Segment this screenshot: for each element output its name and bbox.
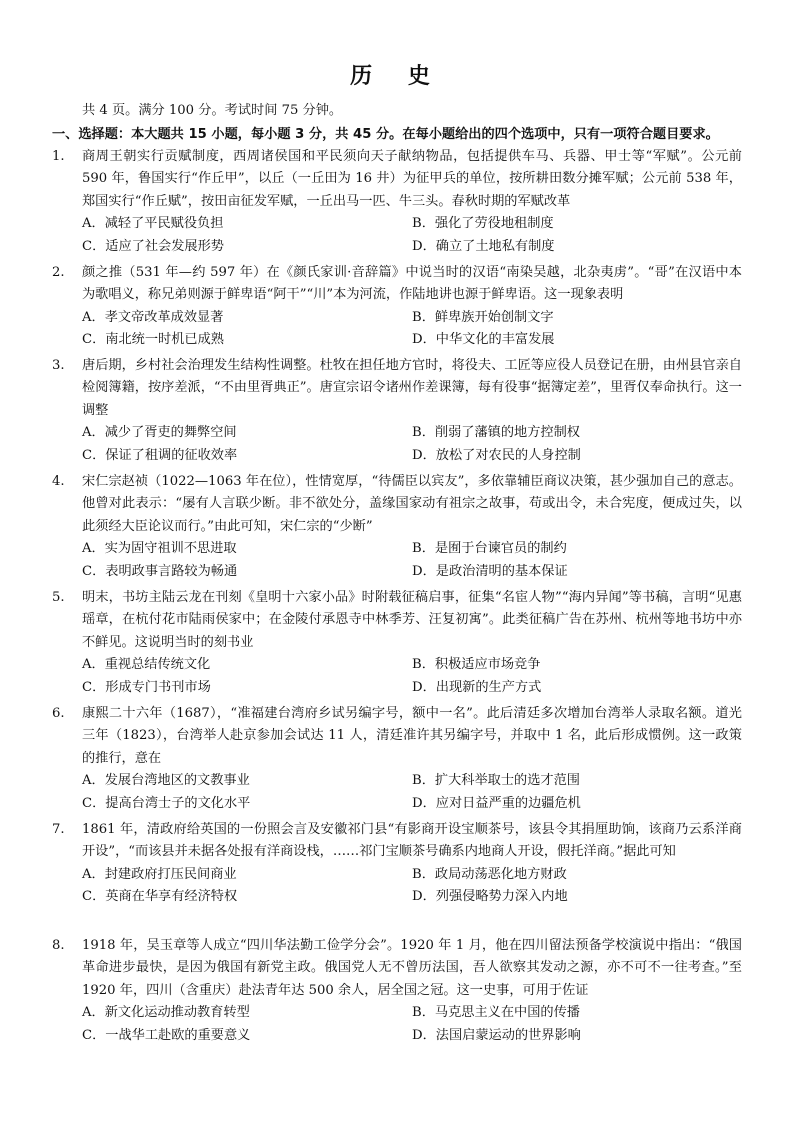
question-number: 2. bbox=[52, 265, 65, 280]
question-options bbox=[82, 538, 742, 583]
option-d: D．列强侵略势力深入内地 bbox=[412, 889, 568, 905]
page-title: 历 史 bbox=[350, 64, 444, 89]
option-d: D．应对日益严重的边疆危机 bbox=[412, 795, 581, 811]
question-stem: 颜之推（531 年—约 597 年）在《颜氏家训·音辞篇》中说当时的汉语“南染吴越，北杂夷虏”。“哥”在汉语中本为歌唱义，称兄弟则源于鲜卑语“阿干”“川”本为河流，作陆地讲也源于鲜卑语。这一现象表明 bbox=[82, 265, 742, 303]
option-c: C．保证了租调的征收效率 bbox=[82, 447, 238, 463]
option-d: D．法国启蒙运动的世界影响 bbox=[412, 1027, 581, 1043]
question-stem: 商周王朝实行贡赋制度，西周诸侯国和平民须向天子献纳物品，包括提供车马、兵器、甲士等“军赋”。公元前 590 年，鲁国实行“作丘甲”，以丘（一丘田为 16 井）为征甲兵的单位，按所耕田数分摊军赋；公元前 538 年，郑国实行“作丘赋”，按田亩征发军赋，一丘出马一匹、牛三头。春秋时期的军赋改革 bbox=[82, 149, 742, 209]
option-a: A．封建政府打压民间商业 bbox=[82, 866, 237, 882]
option-c: C．南北统一时机已成熟 bbox=[82, 332, 224, 348]
option-a: A．减少了胥吏的舞弊空间 bbox=[82, 425, 237, 441]
option-c: C．提高台湾士子的文化水平 bbox=[82, 795, 251, 811]
question-number: 6. bbox=[52, 706, 65, 721]
question-3 bbox=[52, 355, 742, 467]
question-options bbox=[82, 307, 742, 352]
question-stem: 1861 年，清政府给英国的一份照会言及安徽祁门县“有影商开设宝顺茶号，该县令其捐厘助饷，该商乃云系洋商开设”，“而该县并未据各处报有洋商设栈，……祁门宝顺茶号确系内地商人开设，假托洋商。”据此可知 bbox=[82, 822, 742, 860]
option-a: A．重视总结传统文化 bbox=[82, 657, 211, 673]
question-options bbox=[82, 1002, 742, 1047]
option-c: C．表明政事言路较为畅通 bbox=[82, 563, 238, 579]
option-b: B．政局动荡恶化地方财政 bbox=[412, 866, 567, 882]
question-5 bbox=[52, 587, 742, 699]
option-a: A．发展台湾地区的文教事业 bbox=[82, 773, 250, 789]
question-6 bbox=[52, 703, 742, 815]
question-options bbox=[82, 770, 742, 815]
option-b: B．削弱了藩镇的地方控制权 bbox=[412, 425, 580, 441]
option-d: D．中华文化的丰富发展 bbox=[412, 332, 555, 348]
question-8 bbox=[52, 935, 742, 1047]
question-number: 8. bbox=[52, 938, 65, 953]
question-stem: 唐后期，乡村社会治理发生结构性调整。杜牧在担任地方官时，将役夫、工匠等应役人员登记在册，由州县官亲自检阅簿籍，按序差派，“不由里胥典正”。唐宣宗诏令诸州作差课簿，每有役事“据簿定差”，里胥仅奉命执行。这一调整 bbox=[82, 358, 742, 418]
option-d: D．是政治清明的基本保证 bbox=[412, 563, 568, 579]
question-number: 3. bbox=[52, 358, 65, 373]
option-b: B．强化了劳役地租制度 bbox=[412, 216, 554, 232]
question-stem: 明末，书坊主陆云龙在刊刻《皇明十六家小品》时附载征稿启事，征集“名宦人物”“海内异闻”等书稿，言明“见惠瑶章，在杭付花市陆雨侯家中；在金陵付承恩寺中林季芳、汪复初寓”。此类征稿广告在苏州、杭州等地书坊中亦不鲜见。这说明当时的刻书业 bbox=[82, 590, 742, 650]
option-c: C．适应了社会发展形势 bbox=[82, 238, 224, 254]
option-b: B．是囿于台谏官员的制约 bbox=[412, 541, 567, 557]
option-a: A．实为固守祖训不思进取 bbox=[82, 541, 237, 557]
question-options bbox=[82, 422, 742, 467]
question-1 bbox=[52, 146, 742, 258]
question-number: 4. bbox=[52, 474, 65, 489]
option-a: A．孝文帝改革成效显著 bbox=[82, 309, 224, 325]
question-options bbox=[82, 213, 742, 258]
option-d: D．确立了土地私有制度 bbox=[412, 238, 555, 254]
option-d: D．出现新的生产方式 bbox=[412, 679, 542, 695]
exam-info: 共 4 页。满分 100 分。考试时间 75 分钟。 bbox=[82, 103, 343, 118]
question-stem: 康熙二十六年（1687），“准福建台湾府乡试另编字号，额中一名”。此后清廷多次增加台湾举人录取名额。道光三年（1823），台湾举人赴京参加会试达 11 人，清廷准许其另编字号，并取中 1 名，此后形成惯例。这一政策的推行，意在 bbox=[82, 706, 742, 766]
option-a: A．减轻了平民赋役负担 bbox=[82, 216, 224, 232]
question-number: 1. bbox=[52, 149, 65, 164]
option-a: A．新文化运动推动教育转型 bbox=[82, 1005, 250, 1021]
option-b: B．鲜卑族开始创制文字 bbox=[412, 309, 554, 325]
question-stem: 1918 年，吴玉章等人成立“四川华法勤工俭学分会”。1920 年 1 月，他在四川留法预备学校演说中指出：“俄国革命进步最快，是因为俄国有新党主政。俄国党人无不曾历法国，吾人欲察其发动之源，亦不可不一往考查。”至 1920 年，四川（含重庆）赴法青年达 500 余人，居全国之冠。这一史事，可用于佐证 bbox=[82, 938, 742, 998]
question-4 bbox=[52, 471, 742, 583]
option-b: B．马克思主义在中国的传播 bbox=[412, 1005, 580, 1021]
option-d: D．放松了对农民的人身控制 bbox=[412, 447, 581, 463]
question-7 bbox=[52, 819, 742, 909]
question-number: 7. bbox=[52, 822, 65, 837]
option-c: C．一战华工赴欧的重要意义 bbox=[82, 1027, 251, 1043]
question-number: 5. bbox=[52, 590, 65, 605]
question-options bbox=[82, 654, 742, 699]
question-2 bbox=[52, 262, 742, 352]
question-stem: 宋仁宗赵祯（1022—1063 年在位），性情宽厚，“待儒臣以宾友”，多依靠辅臣商议决策，甚少强加自己的意志。他曾对此表示：“屡有人言联少断。非不欲处分，盖缘国家动有祖宗之故事，苟或出令，未合宪度，便成过失，以此须经大臣论议而行。”由此可知，宋仁宗的“少断” bbox=[82, 474, 742, 534]
question-options bbox=[82, 864, 742, 909]
option-c: C．形成专门书刊市场 bbox=[82, 679, 211, 695]
section-header: 一、选择题：本大题共 15 小题，每小题 3 分，共 45 分。在每小题给出的四个选项中，只有一项符合题目要求。 bbox=[52, 127, 719, 142]
option-b: B．扩大科举取士的选才范围 bbox=[412, 773, 580, 789]
option-c: C．英商在华享有经济特权 bbox=[82, 889, 238, 905]
option-b: B．积极适应市场竞争 bbox=[412, 657, 541, 673]
